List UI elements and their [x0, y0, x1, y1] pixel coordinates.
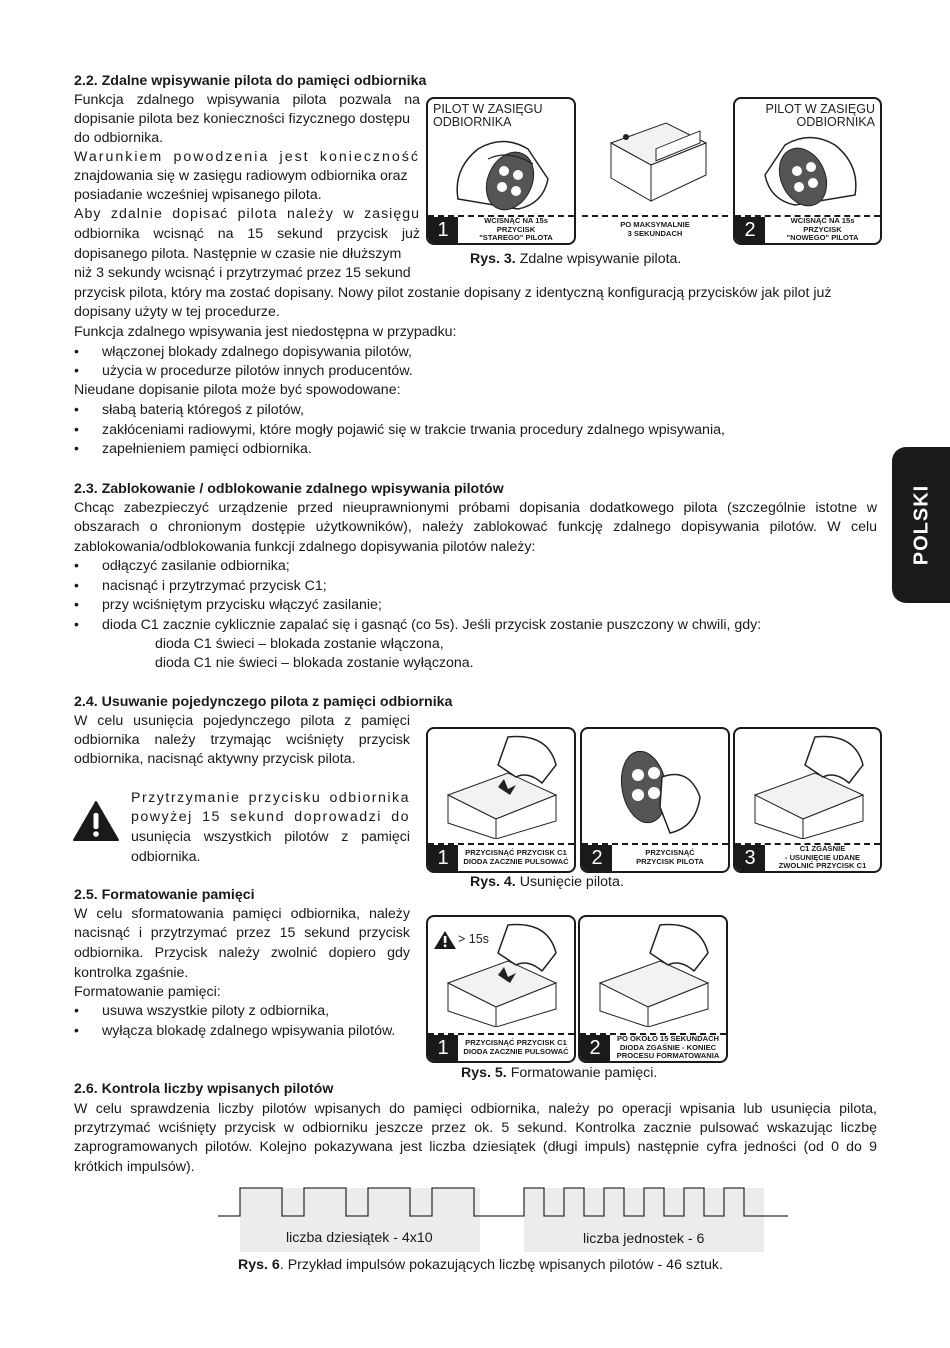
paragraph-line: dopisanie pilota bez konieczności fizycznego dostępu — [74, 111, 410, 127]
fig5-panel-2 — [578, 915, 728, 1063]
step-number: 1 — [428, 217, 458, 243]
paragraph-line: znajdowania się w zasięgu radiowym odbiornika oraz — [74, 168, 408, 184]
bullet-dot: • — [74, 616, 79, 632]
list-item: usuwa wszystkie piloty z odbiornika, — [102, 1003, 330, 1019]
list-item: włączonej blokady zdalnego dopisywania pilotów, — [102, 344, 412, 360]
fig4-panel-2 — [580, 727, 730, 873]
paragraph-line: do odbiornika. — [74, 130, 164, 146]
list-subitem: dioda C1 nie świeci – blokada zostanie wyłączona. — [155, 655, 474, 671]
paragraph-line: dopisany użyty w tej procedurze. — [74, 304, 280, 320]
panel-caption: PRZYCISNĄĆ PRZYCISK PILOTA — [636, 848, 704, 866]
panel-top-label: PILOT W ZASIĘGU ODBIORNIKA — [433, 102, 543, 129]
fig3-panel-2 — [733, 97, 882, 245]
paragraph-line: nacisnąć i przytrzymać przez 15 sekund przycisk — [74, 925, 410, 941]
paragraph-line: dopisanego pilota. Następnie w czasie nie dłuższym — [74, 246, 402, 262]
step-number: 2 — [582, 845, 612, 871]
fig3-panel-middle — [580, 97, 730, 245]
hand-remote-illustration — [448, 129, 558, 215]
paragraph-line: Funkcja zdalnego wpisywania jest niedostępna w przypadku: — [74, 324, 457, 340]
figure-caption: Rys. 6. Przykład impulsów pokazujących liczbę wpisanych pilotów - 46 sztuk. — [238, 1257, 723, 1273]
language-tab-label: POLSKI — [910, 484, 933, 566]
panel-caption: PO MAKSYMALNIE 3 SEKUNDACH — [620, 220, 690, 238]
bullet-dot: • — [74, 557, 79, 573]
paragraph-line: Aby zdalnie dopisać pilota należy w zasięgu — [74, 206, 420, 222]
paragraph-line: obszarach o chronionym dostępie użytkowników), należy zablokować funkcję zdalnego dopisywania pilotów. W celu — [74, 519, 877, 535]
bullet-dot: • — [74, 401, 79, 417]
section-2-6-heading: 2.6. Kontrola liczby wpisanych pilotów — [74, 1081, 334, 1097]
list-item: dioda C1 zacznie cyklicznie zapalać się i gasnąć (co 5s). Jeśli przycisk zostanie puszczony w chwili, gdy: — [102, 617, 762, 633]
step-number: 1 — [428, 845, 458, 871]
bullet-dot: • — [74, 1022, 79, 1038]
figure-caption: Rys. 5. Formatowanie pamięci. — [461, 1065, 658, 1081]
list-item: przy wciśniętym przycisku włączyć zasilanie; — [102, 597, 382, 613]
list-item: wyłącza blokadę zdalnego wpisywania pilotów. — [102, 1023, 396, 1039]
receiver-illustration — [596, 113, 714, 203]
paragraph-line: W celu sformatowania pamięci odbiornika, należy — [74, 906, 410, 922]
paragraph-line: Funkcja zdalnego wpisywania pilota pozwala na — [74, 92, 420, 108]
list-item: odłączyć zasilanie odbiornika; — [102, 558, 290, 574]
fig3-panel-1 — [426, 97, 576, 245]
paragraph-line: przytrzymać wciśnięty przycisk w odbiorniku jeszcze przez ok. 5 sekund. Kontrolka zacznie pulsować wskazując liczbę — [74, 1120, 877, 1136]
warning-line: odbiornika. — [131, 849, 201, 865]
list-item: słabą baterią któregoś z pilotów, — [102, 402, 304, 418]
paragraph-line: Nieudane dopisanie pilota może być spowodowane: — [74, 382, 401, 398]
paragraph-line: posiadanie wcześniej wpisanego pilota. — [74, 187, 322, 203]
list-item: zapełnieniem pamięci odbiornika. — [102, 441, 312, 457]
section-2-2-heading: 2.2. Zdalne wpisywanie pilota do pamięci odbiornika — [74, 73, 427, 89]
panel-caption: PO OKOŁO 15 SEKUNDACH DIODA ZGAŚNIE - KONIEC PROCESU FORMATOWANIA — [616, 1034, 720, 1061]
tens-label: liczba dziesiątek - 4x10 — [286, 1230, 433, 1246]
warning-line: powyżej 15 sekund doprowadzi do — [131, 809, 410, 825]
hand-remote-illustration — [604, 737, 704, 839]
list-subitem: dioda C1 świeci – blokada zostanie włączona, — [155, 636, 444, 652]
paragraph-line: zaprogramowanych pilotów. Kolejno pokazywana jest liczba dziesiątek (długi impuls) następnie cyfra jedności (od 0 do 9 — [74, 1139, 877, 1155]
paragraph-line: odbiornika należy trzymając wciśnięty przycisk — [74, 732, 410, 748]
panel-top-label: PILOT W ZASIĘGU ODBIORNIKA — [765, 102, 875, 129]
paragraph-line: Formatowanie pamięci: — [74, 984, 221, 1000]
units-label: liczba jednostek - 6 — [583, 1231, 705, 1247]
fig4-panel-3 — [733, 727, 882, 873]
language-tab — [892, 447, 950, 603]
step-number: 2 — [735, 217, 765, 243]
panel-caption: PRZYCISNĄĆ PRZYCISK C1 DIODA ZACZNIE PULSOWAĆ — [463, 1038, 569, 1056]
step-number: 2 — [580, 1035, 610, 1061]
paragraph-line: W celu sprawdzenia liczby pilotów wpisanych do pamięci odbiornika, należy po operacji wpisania lub usunięcia pilota, — [74, 1101, 877, 1117]
paragraph-line: odbiornika. Przycisk należy zwolnić dopiero gdy — [74, 945, 410, 961]
bullet-dot: • — [74, 421, 79, 437]
warning-icon — [72, 800, 120, 842]
fig5-panel-1 — [426, 915, 576, 1063]
paragraph-line: W celu usunięcia pojedynczego pilota z pamięci — [74, 713, 410, 729]
step-number: 3 — [735, 845, 765, 871]
paragraph-line: Warunkiem powodzenia jest konieczność — [74, 149, 420, 165]
hand-remote-illustration — [755, 125, 865, 211]
paragraph-line: przycisk pilota, który ma zostać dopisany. Nowy pilot zostanie dopisany z identyczną konfiguracją przycisków jak pilot już — [74, 285, 832, 301]
paragraph-line: odbiornika, nacisnąć aktywny przycisk pilota. — [74, 751, 356, 767]
fig4-panel-1 — [426, 727, 576, 873]
section-2-4-heading: 2.4. Usuwanie pojedynczego pilota z pamięci odbiornika — [74, 694, 453, 710]
panel-caption: WCISNĄĆ NA 15s PRZYCISK "NOWEGO" PILOTA — [786, 216, 859, 243]
warning-line: Przytrzymanie przycisku odbiornika — [131, 790, 410, 806]
paragraph-line: odbiornika wcisnąć na 15 sekund przycisk już — [74, 226, 420, 242]
receiver-press-illustration — [745, 735, 871, 839]
figure-caption: Rys. 3. Zdalne wpisywanie pilota. — [470, 251, 682, 267]
step-number: 1 — [428, 1035, 458, 1061]
receiver-press-illustration — [438, 923, 564, 1027]
paragraph-line: kontrolka zgaśnie. — [74, 965, 189, 981]
paragraph-line: zablokowania/odblokowania funkcji zdalnego dopisywania pilotów należy: — [74, 539, 536, 555]
panel-caption: PRZYCISNĄĆ PRZYCISK C1 DIODA ZACZNIE PULSOWAĆ — [463, 848, 569, 866]
figure-caption: Rys. 4. Usunięcie pilota. — [470, 874, 624, 890]
timer-label: > 15s — [458, 932, 489, 946]
paragraph-line: Chcąc zabezpieczyć urządzenie przed nieuprawnionymi próbami dopisania dodatkowego pilota (szczególnie istotne w — [74, 500, 877, 516]
list-item: użycia w procedurze pilotów innych producentów. — [102, 363, 413, 379]
panel-caption: WCISNĄĆ NA 15s PRZYCISK "STAREGO" PILOTA — [479, 216, 553, 243]
section-2-5-heading: 2.5. Formatowanie pamięci — [74, 887, 255, 903]
panel-caption: C1 ZGAŚNIE - USUNIĘCIE UDANE ZWOLNIĆ PRZYCISK C1 — [778, 844, 867, 871]
warning-line: usunięcia wszystkich pilotów z pamięci — [131, 829, 410, 845]
bullet-dot: • — [74, 362, 79, 378]
paragraph-line: krótkich impulsów). — [74, 1159, 195, 1175]
bullet-dot: • — [74, 577, 79, 593]
receiver-press-illustration — [438, 735, 564, 839]
bullet-dot: • — [74, 1002, 79, 1018]
list-item: nacisnąć i przytrzymać przycisk C1; — [102, 578, 327, 594]
section-2-3-heading: 2.3. Zablokowanie / odblokowanie zdalnego wpisywania pilotów — [74, 481, 504, 497]
receiver-press-illustration — [590, 923, 716, 1027]
paragraph-line: niż 3 sekundy wcisnąć i przytrzymać przez 15 sekund — [74, 265, 411, 281]
bullet-dot: • — [74, 596, 79, 612]
list-item: zakłóceniami radiowymi, które mogły pojawić się w trakcie trwania procedury zdalnego wpisywania, — [102, 422, 725, 438]
bullet-dot: • — [74, 440, 79, 456]
bullet-dot: • — [74, 343, 79, 359]
